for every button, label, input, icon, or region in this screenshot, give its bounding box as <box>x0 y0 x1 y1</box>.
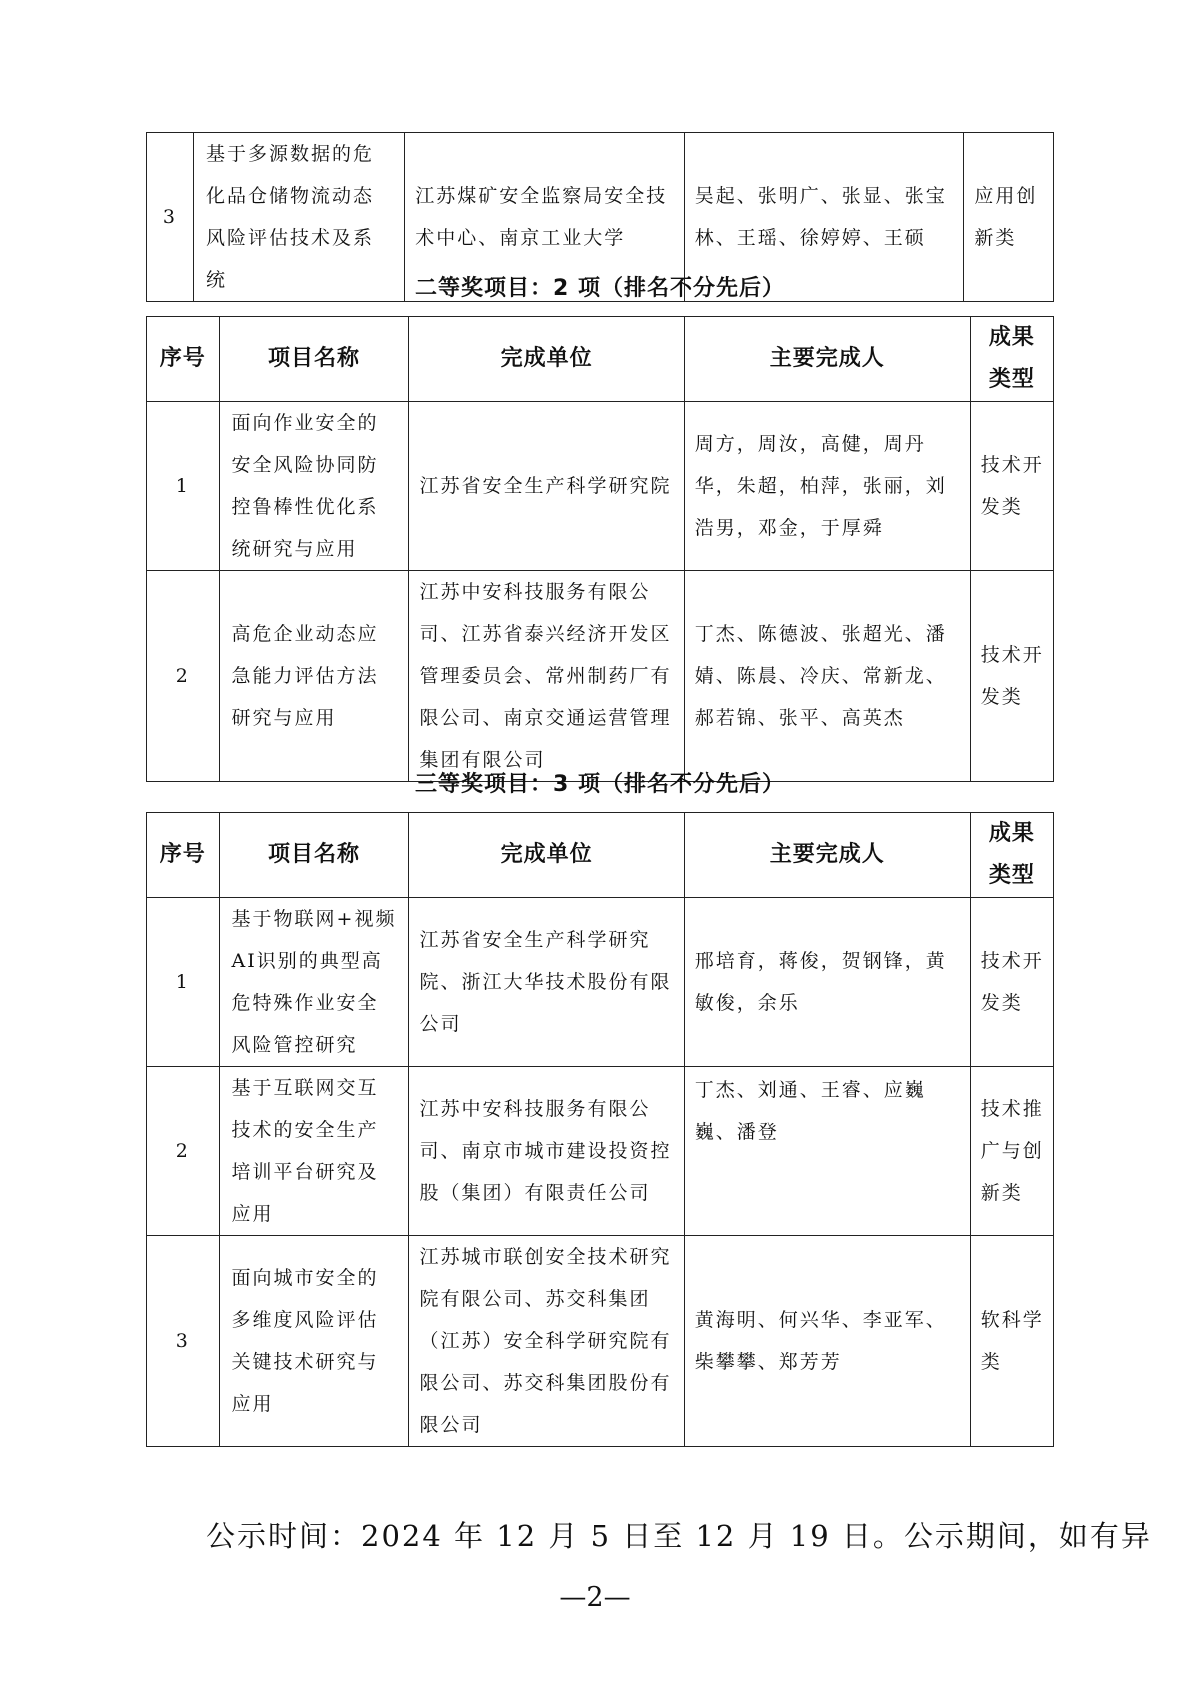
row-unit: 江苏中安科技服务有限公司、江苏省泰兴经济开发区管理委员会、常州制药厂有限公司、南京交通运营管理集团有限公司 <box>409 571 684 782</box>
notice-text: 公示时间：2024 年 12 月 5 日至 12 月 19 日。公示期间，如有异 <box>206 1519 1152 1553</box>
page-number: —2— <box>559 1582 631 1613</box>
header-seq: 序号 <box>147 317 220 402</box>
row-type: 技术开发类 <box>970 898 1053 1067</box>
second-prize-title: 二等奖项目：2 项（排名不分先后） <box>415 276 785 301</box>
row-seq: 3 <box>147 1236 220 1447</box>
row-project-name: 基于互联网交互技术的安全生产培训平台研究及应用 <box>219 1067 409 1236</box>
row-people: 周方，周汝，高健，周丹华，朱超，柏萍，张丽，刘浩男，邓金，于厚舜 <box>684 402 970 571</box>
third-prize-title: 三等奖项目：3 项（排名不分先后） <box>415 772 785 797</box>
row-seq: 1 <box>147 402 220 571</box>
header-unit: 完成单位 <box>409 317 684 402</box>
header-people: 主要完成人 <box>684 813 970 898</box>
table-row <box>147 402 1054 571</box>
row-type: 技术开发类 <box>970 571 1053 782</box>
second-prize-table <box>146 316 1054 782</box>
row-project-name: 面向作业安全的安全风险协同防控鲁棒性优化系统研究与应用 <box>219 402 409 571</box>
row-unit: 江苏省安全生产科学研究院 <box>409 402 684 571</box>
row-type: 技术开发类 <box>970 402 1053 571</box>
row-project-name: 面向城市安全的多维度风险评估关键技术研究与应用 <box>219 1236 409 1447</box>
table-row <box>147 1067 1054 1236</box>
table-row <box>147 898 1054 1067</box>
table-row <box>147 1236 1054 1447</box>
table-header-row <box>147 813 1054 898</box>
third-prize-table <box>146 812 1054 1447</box>
header-unit: 完成单位 <box>409 813 684 898</box>
row-people: 丁杰、陈德波、张超光、潘婧、陈晨、冷庆、常新龙、郝若锦、张平、高英杰 <box>684 571 970 782</box>
row-project-name: 基于多源数据的危化品仓储物流动态风险评估技术及系统 <box>193 133 404 302</box>
row-people: 黄海明、何兴华、李亚军、柴攀攀、郑芳芳 <box>684 1236 970 1447</box>
row-people: 丁杰、刘通、王睿、应巍巍、潘登 <box>684 1067 970 1236</box>
table-row <box>147 571 1054 782</box>
row-type: 软科学类 <box>970 1236 1053 1447</box>
header-people: 主要完成人 <box>684 317 970 402</box>
table-header-row <box>147 317 1054 402</box>
header-type: 成果类型 <box>970 317 1053 402</box>
header-seq: 序号 <box>147 813 220 898</box>
row-unit: 江苏煤矿安全监察局安全技术中心、南京工业大学 <box>405 133 685 302</box>
header-project-name: 项目名称 <box>219 317 409 402</box>
row-type: 应用创新类 <box>964 133 1054 302</box>
row-seq: 1 <box>147 898 220 1067</box>
row-type: 技术推广与创新类 <box>970 1067 1053 1236</box>
row-project-name: 高危企业动态应急能力评估方法研究与应用 <box>219 571 409 782</box>
row-people: 吴起、张明广、张显、张宝林、王瑶、徐婷婷、王硕 <box>684 133 964 302</box>
row-seq: 2 <box>147 1067 220 1236</box>
header-project-name: 项目名称 <box>219 813 409 898</box>
row-unit: 江苏城市联创安全技术研究院有限公司、苏交科集团（江苏）安全科学研究院有限公司、苏交科集团股份有限公司 <box>409 1236 684 1447</box>
row-seq: 3 <box>147 133 194 302</box>
row-seq: 2 <box>147 571 220 782</box>
row-project-name: 基于物联网+视频AI识别的典型高危特殊作业安全风险管控研究 <box>219 898 409 1067</box>
row-unit: 江苏省安全生产科学研究院、浙江大华技术股份有限公司 <box>409 898 684 1067</box>
row-unit: 江苏中安科技服务有限公司、南京市城市建设投资控股（集团）有限责任公司 <box>409 1067 684 1236</box>
row-people: 邢培育，蒋俊，贺钢锋，黄敏俊，余乐 <box>684 898 970 1067</box>
header-type: 成果类型 <box>970 813 1053 898</box>
